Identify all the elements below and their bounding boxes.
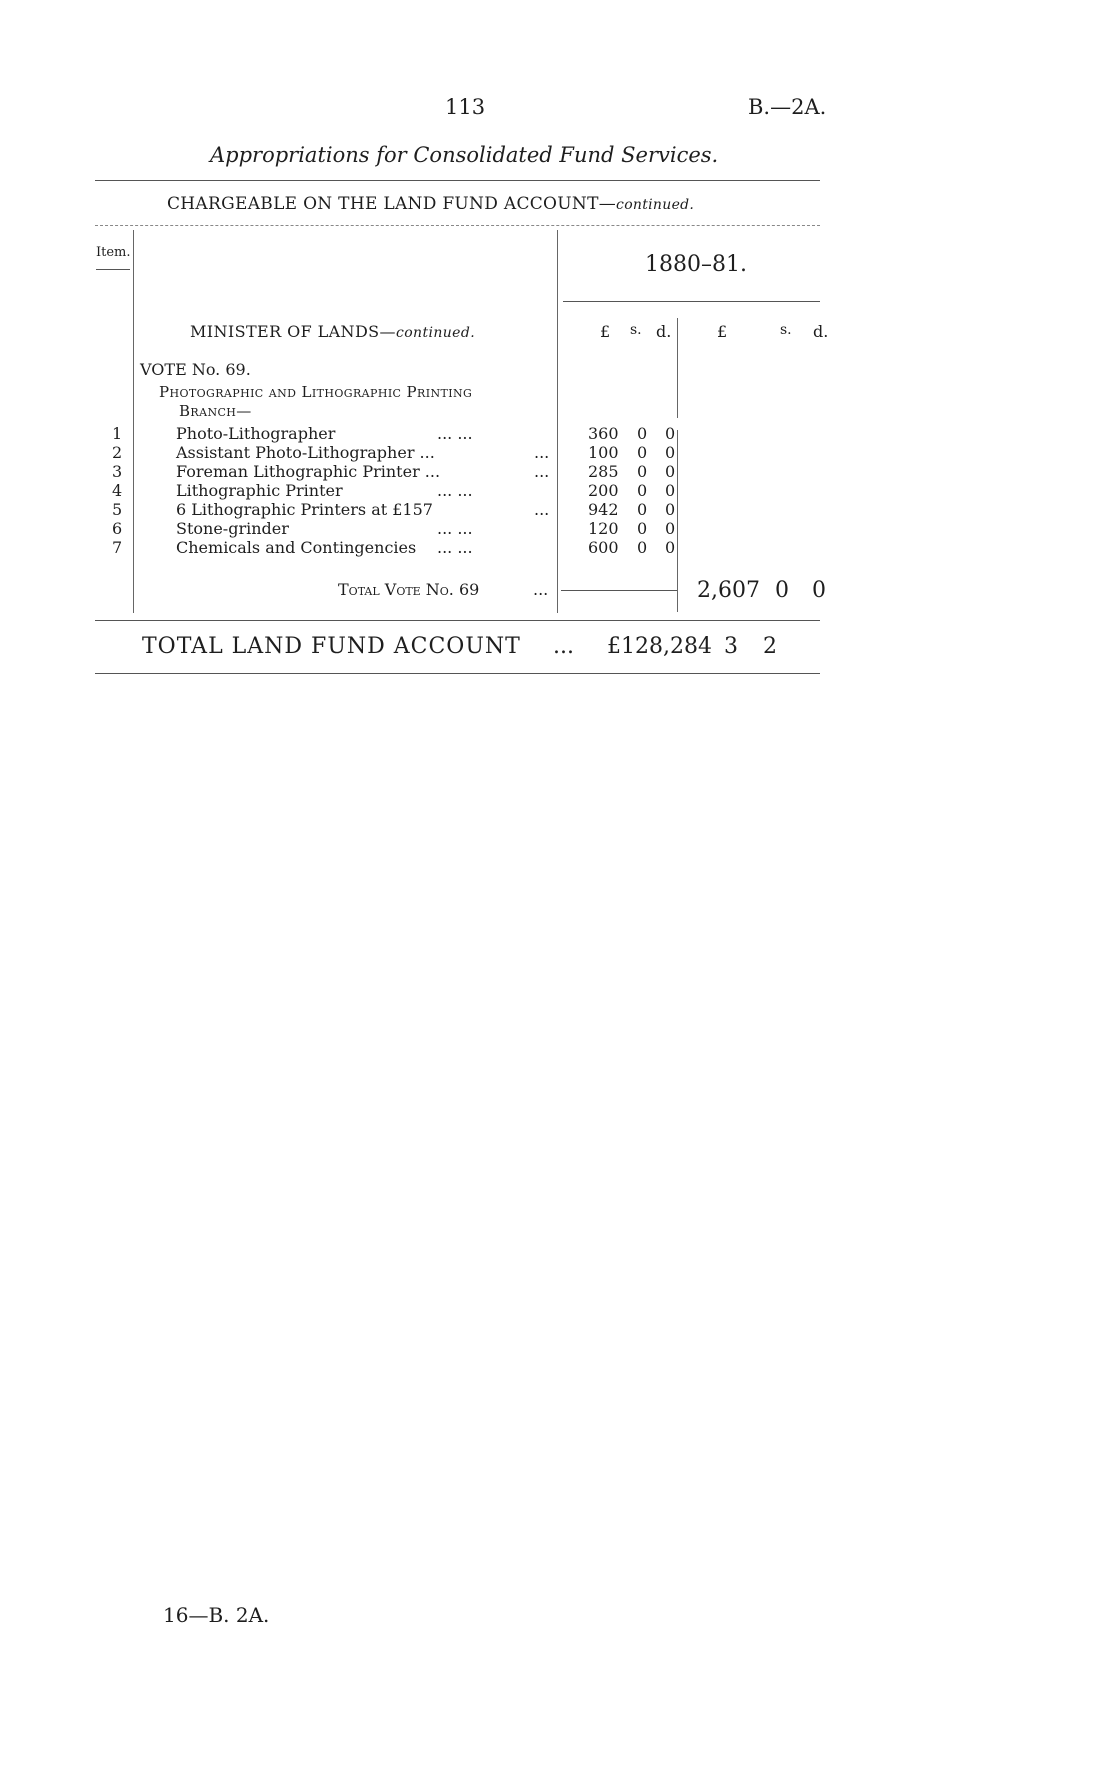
unit-pounds-total: £ [717, 322, 728, 341]
item-shillings: 0 [637, 424, 648, 443]
table-row [0, 538, 1114, 557]
rule-top [95, 180, 820, 181]
item-pence: 0 [665, 443, 676, 462]
table-row [0, 519, 1114, 538]
item-pence: 0 [665, 481, 676, 500]
item-pounds: 600 [588, 538, 619, 557]
item-leader-dots: ... [534, 443, 550, 462]
item-number: 2 [112, 443, 123, 462]
item-number: 5 [112, 500, 123, 519]
branch-heading-line1: Photographic and Lithographic Printing [159, 383, 473, 401]
item-shillings: 0 [637, 519, 648, 538]
item-description: Photo-Lithographer [176, 424, 336, 443]
vote-total-rule [561, 590, 677, 591]
table-row [0, 481, 1114, 500]
section-heading [167, 194, 694, 214]
item-number: 7 [112, 538, 123, 557]
item-shillings: 0 [637, 443, 648, 462]
grand-total-leader-dots: ... [553, 634, 574, 659]
item-description: Lithographic Printer [176, 481, 343, 500]
grand-total-shillings: 3 [724, 634, 738, 659]
document-reference: B.—2A. [748, 95, 827, 119]
item-number: 3 [112, 462, 123, 481]
unit-shillings: s. [630, 322, 642, 338]
grand-total-label: TOTAL LAND FUND ACCOUNT [142, 634, 521, 659]
item-pence: 0 [665, 500, 676, 519]
item-pence: 0 [665, 538, 676, 557]
item-shillings: 0 [637, 481, 648, 500]
section-heading-text: CHARGEABLE ON THE LAND FUND ACCOUNT— [167, 194, 617, 214]
minister-heading [190, 322, 475, 341]
unit-pence: d. [656, 322, 672, 341]
vote-total-label: Total Vote No. 69 [338, 580, 480, 599]
item-shillings: 0 [637, 462, 648, 481]
table-row [0, 500, 1114, 519]
year-header-underline [563, 301, 820, 302]
unit-pounds: £ [600, 322, 611, 341]
footer-reference: 16—B. 2A. [163, 1603, 270, 1627]
section-heading-continued: continued. [616, 197, 695, 213]
item-pence: 0 [665, 424, 676, 443]
item-leader-dots: ... [534, 462, 550, 481]
rule-under-heading [95, 225, 820, 226]
table-row [0, 443, 1114, 462]
item-pounds: 100 [588, 443, 619, 462]
item-pounds: 120 [588, 519, 619, 538]
item-leader-dots: ... ... [437, 424, 473, 443]
item-description: Chemicals and Contingencies [176, 538, 417, 557]
item-description: Stone-grinder [176, 519, 289, 538]
table-row [0, 462, 1114, 481]
rule-above-grand-total [95, 620, 820, 621]
grand-total-pence: 2 [763, 634, 777, 659]
item-pounds: 285 [588, 462, 619, 481]
year-header: 1880–81. [645, 252, 747, 277]
vote-total-pence: 0 [812, 578, 826, 603]
item-pounds: 360 [588, 424, 619, 443]
item-header-underline [96, 269, 130, 270]
item-description: Assistant Photo-Lithographer ... [176, 443, 435, 462]
vote-total-pounds: 2,607 [697, 578, 760, 603]
page-title: Appropriations for Consolidated Fund Services. [210, 143, 719, 167]
item-pounds: 200 [588, 481, 619, 500]
item-number: 1 [112, 424, 123, 443]
table-row [0, 424, 1114, 443]
item-leader-dots: ... ... [437, 538, 473, 557]
branch-heading-line2: Branch— [179, 402, 252, 420]
vote-total-shillings: 0 [775, 578, 789, 603]
item-column-header: Item. [96, 245, 131, 260]
vote-heading: VOTE No. 69. [140, 360, 251, 379]
vote-total-leader-dots: ... [533, 580, 549, 599]
minister-heading-text: MINISTER OF LANDS— [190, 322, 396, 341]
unit-pence-total: d. [813, 322, 829, 341]
unit-shillings-total: s. [780, 322, 792, 338]
item-leader-dots: ... ... [437, 519, 473, 538]
rule-below-grand-total [95, 673, 820, 674]
item-leader-dots: ... [534, 500, 550, 519]
item-pounds: 942 [588, 500, 619, 519]
item-pence: 0 [665, 462, 676, 481]
item-number: 6 [112, 519, 123, 538]
page-number: 113 [445, 95, 486, 119]
item-shillings: 0 [637, 500, 648, 519]
grand-total-amount: £128,284 [607, 634, 712, 659]
item-description: 6 Lithographic Printers at £157 [176, 500, 433, 519]
item-number: 4 [112, 481, 123, 500]
item-description: Foreman Lithographic Printer ... [176, 462, 441, 481]
item-shillings: 0 [637, 538, 648, 557]
minister-heading-continued: continued. [395, 325, 476, 341]
item-leader-dots: ... ... [437, 481, 473, 500]
item-pence: 0 [665, 519, 676, 538]
subtotal-column-divider [677, 318, 678, 418]
